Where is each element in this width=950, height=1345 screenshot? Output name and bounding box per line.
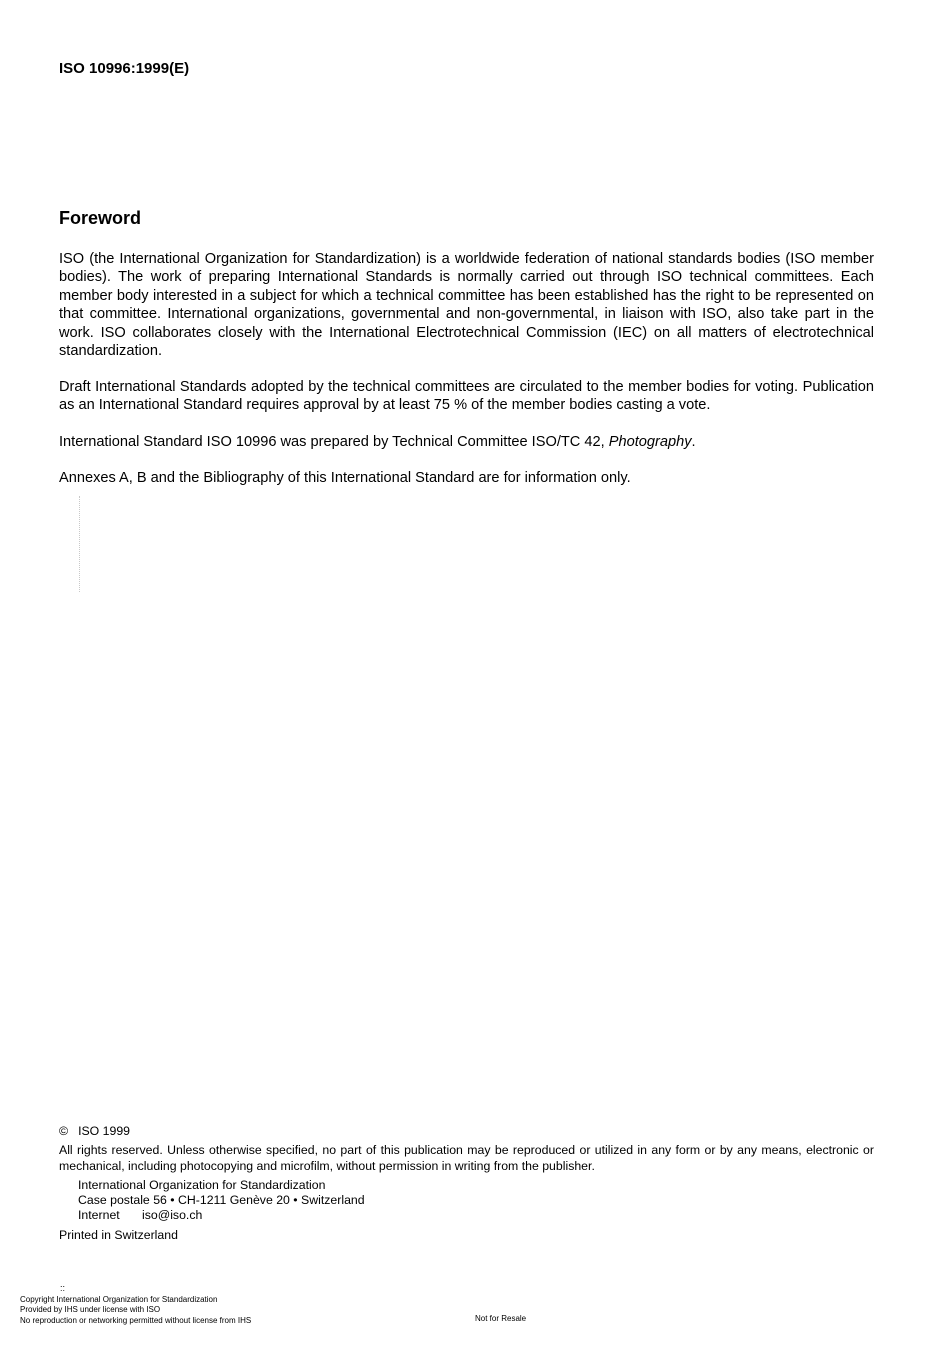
license-footer <box>20 1295 251 1326</box>
copyright-notice <box>59 1124 130 1138</box>
internet-label: Internet <box>78 1208 120 1223</box>
publisher-org: International Organization for Standardization <box>78 1178 326 1192</box>
not-for-resale-label: Not for Resale <box>475 1314 527 1323</box>
footer-line: No reproduction or networking permitted without license from IHS <box>20 1315 252 1325</box>
foreword-paragraph: Annexes A, B and the Bibliography of this International Standard are for information only. <box>59 470 631 486</box>
printed-location: Printed in Switzerland <box>59 1228 178 1242</box>
footer-mark: :: <box>60 1283 66 1293</box>
publisher-internet <box>78 1208 365 1223</box>
publisher-address <box>78 1178 365 1224</box>
dotted-artifact <box>79 496 82 592</box>
committee-suffix: . <box>691 434 696 450</box>
committee-text: International Standard ISO 10996 was prepared by Technical Committee ISO/TC 42, <box>59 434 609 450</box>
copyright-symbol: © <box>59 1124 69 1138</box>
committee-title: Photography <box>608 434 692 450</box>
foreword-paragraph-committee <box>59 433 874 451</box>
section-title: Foreword <box>59 208 142 228</box>
internet-email: iso@iso.ch <box>142 1208 203 1223</box>
document-id: ISO 10996:1999(E) <box>59 60 190 77</box>
rights-statement: All rights reserved. Unless otherwise specified, no part of this publication may be reproduced or utilized in any form or by any means, electronic or mechanical, including photocopying and microfilm, without permission in writing from the publisher. <box>59 1143 874 1173</box>
copyright-text: ISO 1999 <box>78 1124 131 1138</box>
footer-line: Provided by IHS under license with ISO <box>20 1305 161 1315</box>
publisher-postal: Case postale 56 • CH-1211 Genève 20 • Switzerland <box>78 1193 365 1208</box>
foreword-paragraph: ISO (the International Organization for Standardization) is a worldwide federation of national standards bodies (ISO member bodies). The work of preparing International Standards is normally carried out through ISO technical committees. Each member body interested in a subject for which a technical committee has been established has the right to be represented on that committee. International organizations, governmental and non-governmental, in liaison with ISO, also take part in the work. ISO collaborates closely with the International Electrotechnical Commission (IEC) on all matters of electrotechnical standardization. <box>59 251 874 360</box>
foreword-paragraph: Draft International Standards adopted by the technical committees are circulated to the member bodies for voting. Publication as an International Standard requires approval by at least 75 % of the member bodies casting a vote. <box>59 379 874 414</box>
footer-line: Copyright International Organization for Standardization <box>20 1295 218 1304</box>
